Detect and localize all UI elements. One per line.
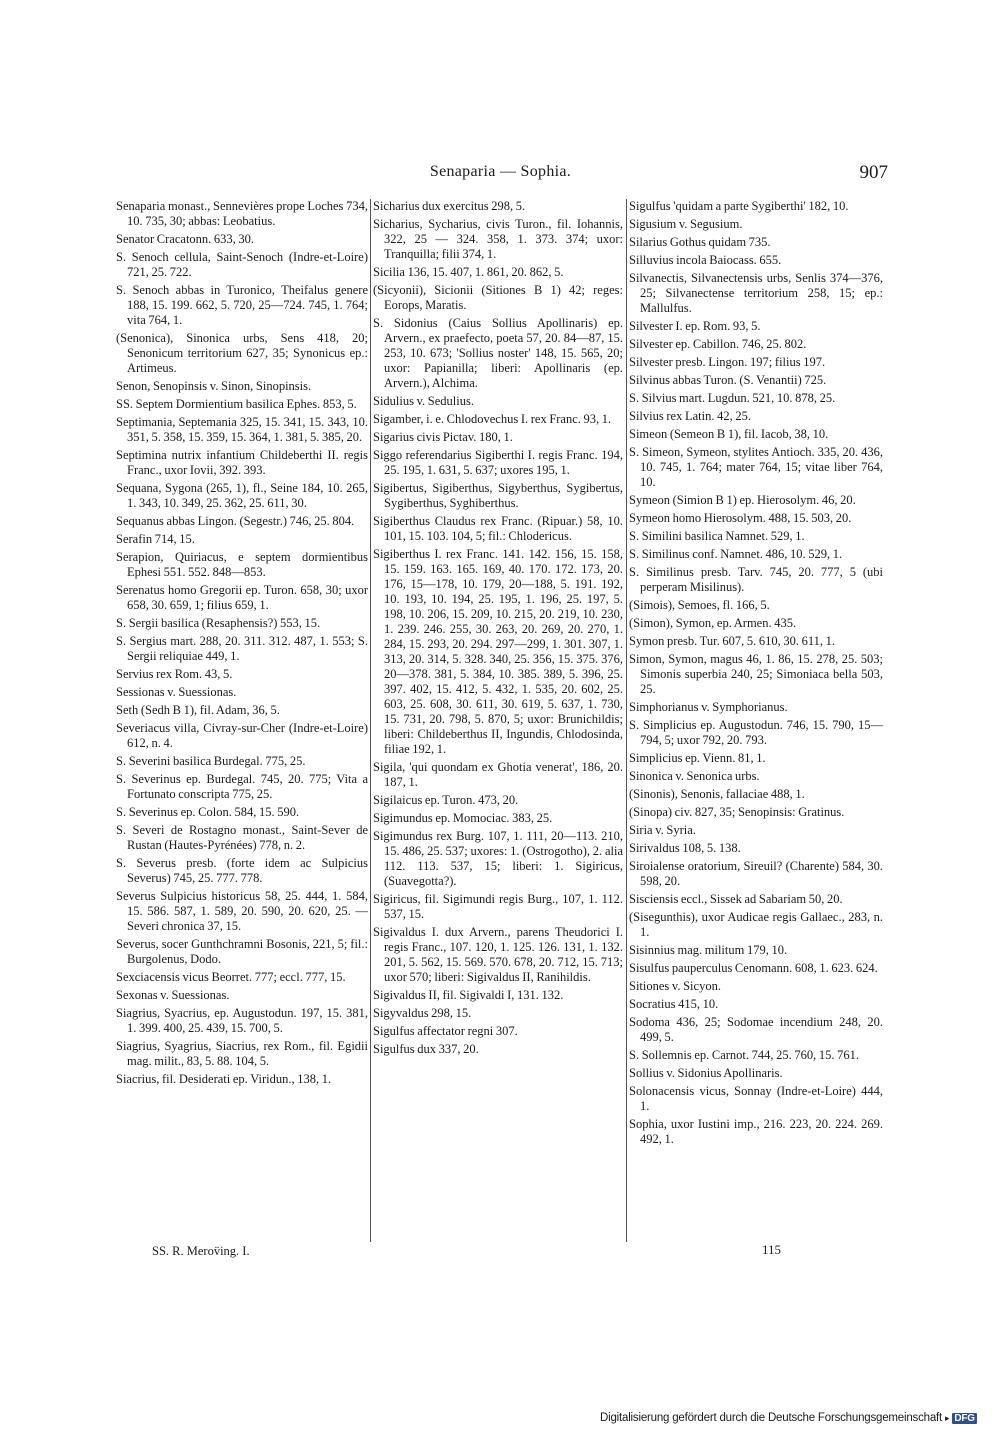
index-entry: S. Severi de Rostagno monast., Saint-Sever de Rustan (Hautes-Pyrénées) 778, n. 2. — [116, 823, 368, 852]
index-entry: Senator Cracatonn. 633, 30. — [116, 232, 255, 246]
index-entry: Siria v. Syria. — [629, 823, 696, 837]
index-entry: S. Severinus ep. Burdegal. 745, 20. 775; Vita a Fortunato conscripta 775, 25. — [116, 772, 368, 801]
index-entry: Siagrius, Syacrius, ep. Augustodun. 197, 15. 381, 1. 399. 400, 25. 439, 15. 700, 5. — [116, 1006, 368, 1035]
index-entry: Sigiricus, fil. Sigimundi regis Burg., 107, 1. 112. 537, 15. — [373, 892, 623, 921]
index-entry: Sigarius civis Pictav. 180, 1. — [373, 430, 513, 444]
index-entry: Sexonas v. Suessionas. — [116, 988, 230, 1002]
index-entry: S. Silvius mart. Lugdun. 521, 10. 878, 25. — [629, 391, 836, 405]
index-entry: Serafin 714, 15. — [116, 532, 195, 546]
index-entry: Sequanus abbas Lingon. (Segestr.) 746, 25. 804. — [116, 514, 355, 528]
index-entry: Severus, socer Gunthchramni Bosonis, 221, 5; fil.: Burgolenus, Dodo. — [116, 937, 368, 966]
index-entry: Senaparia monast., Sennevières prope Loches 734, 10. 735, 30; abbas: Leobatius. — [116, 199, 368, 228]
index-entry: Siroialense oratorium, Sireuil? (Charente) 584, 30. 598, 20. — [629, 859, 883, 888]
index-entry: Silvinus abbas Turon. (S. Venantii) 725. — [629, 373, 827, 387]
column-divider — [626, 199, 627, 1242]
index-entry: Sitiones v. Sicyon. — [629, 979, 721, 993]
index-entry: Sigiberthus Claudus rex Franc. (Ripuar.) 58, 10. 101, 15. 103. 104, 5; fil.: Chlodericus. — [373, 514, 623, 543]
index-entry: S. Simeon, Symeon, stylites Antioch. 335, 20. 436, 10. 745, 1. 764; mater 764, 15; vitae liber 764, 10. — [629, 445, 883, 489]
index-entry: Sigyvaldus 298, 15. — [373, 1006, 472, 1020]
page-number: 907 — [859, 162, 888, 183]
index-entry: S. Sollemnis ep. Carnot. 744, 25. 760, 15. 761. — [629, 1048, 860, 1062]
index-entry: (Sicyonii), Sicionii (Sitiones B 1) 42; reges: Eorops, Maratis. — [373, 283, 623, 312]
index-entry: S. Severinus ep. Colon. 584, 15. 590. — [116, 805, 300, 819]
index-entry: (Senonica), Sinonica urbs, Sens 418, 20; Senonicum territorium 627, 35; Synonicus ep.: Artimeus. — [116, 331, 368, 375]
index-entry: Severus Sulpicius historicus 58, 25. 444, 1. 584, 15. 586. 587, 1. 589, 20. 590, 20. 620, 25. — Severi chronica 37, 15. — [116, 889, 368, 933]
column-divider — [370, 199, 371, 1242]
index-entry: S. Similinus conf. Namnet. 486, 10. 529, 1. — [629, 547, 843, 561]
footer-credit: Digitalisierung gefördert durch die Deutsche Forschungsgemeinschaft — [600, 1412, 943, 1424]
index-entry: Sicharius dux exercitus 298, 5. — [373, 199, 526, 213]
index-entry: Serapion, Quiriacus, e septem dormientibus Ephesi 551. 552. 848—853. — [116, 550, 368, 579]
index-entry: Sigusium v. Segusium. — [629, 217, 743, 231]
index-entry: Sigilaicus ep. Turon. 473, 20. — [373, 793, 519, 807]
index-entry: Siggo referendarius Sigiberthi I. regis Franc. 194, 25. 195, 1. 631, 5. 637; uxores 195, 1. — [373, 448, 623, 477]
index-entry: Sirivaldus 108, 5. 138. — [629, 841, 741, 855]
index-entry: Silvester I. ep. Rom. 93, 5. — [629, 319, 761, 333]
index-entry: S. Similinus presb. Tarv. 745, 20. 777, 5 (ubi perperam Misilinus). — [629, 565, 883, 594]
index-entry: Sinonica v. Senonica urbs. — [629, 769, 760, 783]
index-entry: S. Severini basilica Burdegal. 775, 25. — [116, 754, 306, 768]
page-header — [113, 163, 888, 189]
index-entry: Symon presb. Tur. 607, 5. 610, 30. 611, 1. — [629, 634, 835, 648]
index-entry: Septimina nutrix infantium Childeberthi II. regis Franc., uxor Iovii, 392. 393. — [116, 448, 368, 477]
index-entry: Sigivaldus I. dux Arvern., parens Theudorici I. regis Franc., 107. 120, 1. 125. 126. 131, 1. 132. 201, 5. 562, 15. 569. 570. 678, 20. 712, 15. 713; uxor 570; liberi: Sigivaldus II, Ranihildis. — [373, 925, 623, 984]
index-entry: Simplicius ep. Vienn. 81, 1. — [629, 751, 766, 765]
index-entry: Sexciacensis vicus Beorret. 777; eccl. 777, 15. — [116, 970, 346, 984]
index-entry: Sigimundus ep. Momociac. 383, 25. — [373, 811, 553, 825]
index-entry: Sigila, 'qui quondam ex Ghotia venerat', 186, 20. 187, 1. — [373, 760, 623, 789]
index-entry: S. Severus presb. (forte idem ac Sulpicius Severus) 745, 25. 777. 778. — [116, 856, 368, 885]
index-entry: SS. Septem Dormientium basilica Ephes. 853, 5. — [116, 397, 357, 411]
index-entry: Socratius 415, 10. — [629, 997, 719, 1011]
index-entry: Sisulfus pauperculus Cenomann. 608, 1. 623. 624. — [629, 961, 878, 975]
index-entry: Sigulfus 'quidam a parte Sygiberthi' 182, 10. — [629, 199, 849, 213]
index-entry: Senon, Senopinsis v. Sinon, Sinopinsis. — [116, 379, 312, 393]
index-entry: Silvester ep. Cabillon. 746, 25. 802. — [629, 337, 807, 351]
index-entry: Silarius Gothus quidam 735. — [629, 235, 771, 249]
index-entry: Sicilia 136, 15. 407, 1. 861, 20. 862, 5. — [373, 265, 564, 279]
index-entry: Simeon (Semeon B 1), fil. Iacob, 38, 10. — [629, 427, 829, 441]
index-entry: Sequana, Sygona (265, 1), fl., Seine 184, 10. 265, 1. 343, 10. 349, 25. 362, 25. 611, 30. — [116, 481, 368, 510]
index-entry: S. Sidonius (Caius Sollius Apollinaris) ep. Arvern., ex praefecto, poeta 57, 20. 84—87, 15. 253, 10. 673; 'Sollius noster' 148, 15. 565, 20; uxor: Papianilla; liberi: Apollinaris (ep. Arvern.), Alchima. — [373, 316, 623, 390]
index-entry: (Sinopa) civ. 827, 35; Senopinsis: Gratinus. — [629, 805, 845, 819]
index-entry: S. Simplicius ep. Augustodun. 746, 15. 790, 15—794, 5; uxor 792, 20. 793. — [629, 718, 883, 747]
arrow-icon: ▸ — [945, 1412, 950, 1423]
index-entry: Sessionas v. Suessionas. — [116, 685, 237, 699]
sheet-number: 115 — [762, 1242, 782, 1257]
index-entry: Siagrius, Syagrius, Siacrius, rex Rom., fil. Egidii mag. milit., 83, 5. 88. 104, 5. — [116, 1039, 368, 1068]
index-entry: Sigamber, i. e. Chlodovechus I. rex Franc. 93, 1. — [373, 412, 612, 426]
dfg-logo: DFG — [954, 1412, 975, 1424]
index-entry: Sicharius, Sycharius, civis Turon., fil. Iohannis, 322, 25 — 324. 358, 1. 373. 374; uxor: Tranquilla; filii 374, 1. — [373, 217, 623, 261]
index-entry: Silvius rex Latin. 42, 25. — [629, 409, 751, 423]
index-entry: Sigimundus rex Burg. 107, 1. 111, 20—113. 210, 15. 486, 25. 537; uxores: 1. (Ostrogotho), 2. alia 112. 113. 537, 15; liberi: 1. Sigiricus, (Suavegotta?). — [373, 829, 623, 888]
index-entry: S. Sergii basilica (Resaphensis?) 553, 15. — [116, 616, 321, 630]
index-entry: Simphorianus v. Symphorianus. — [629, 700, 788, 714]
index-entry: S. Senoch cellula, Saint-Senoch (Indre-et-Loire) 721, 25. 722. — [116, 250, 368, 279]
index-entry: Servius rex Rom. 43, 5. — [116, 667, 233, 681]
index-entry: Siacrius, fil. Desiderati ep. Viridun., 138, 1. — [116, 1072, 332, 1086]
index-entry: Sophia, uxor Iustini imp., 216. 223, 20. 224. 269. 492, 1. — [629, 1117, 883, 1146]
index-column-left — [116, 199, 368, 1090]
index-entry: Silluvius incola Baiocass. 655. — [629, 253, 782, 267]
page-title: Senaparia — Sophia. — [429, 163, 572, 180]
index-entry: Septimania, Septemania 325, 15. 341, 15. 343, 10. 351, 5. 358, 15. 359, 15. 364, 1. 381, 5. 385, 20. — [116, 415, 368, 444]
index-entry: Seth (Sedh B 1), fil. Adam, 36, 5. — [116, 703, 280, 717]
index-column-right — [629, 199, 883, 1150]
index-entry: Sigibertus, Sigiberthus, Sigyberthus, Sygibertus, Sygiberthus, Syghiberthus. — [373, 481, 623, 510]
index-entry: Sisciensis eccl., Sissek ad Sabariam 50, 20. — [629, 892, 843, 906]
index-entry: Silvester presb. Lingon. 197; filius 197. — [629, 355, 826, 369]
index-entry: S. Similini basilica Namnet. 529, 1. — [629, 529, 805, 543]
index-entry: Silvanectis, Silvanectensis urbs, Senlis 374—376, 25; Silvanectense territorium 258, 15; ep.: Mallulfus. — [629, 271, 883, 315]
index-entry: Sigivaldus II, fil. Sigivaldi I, 131. 132. — [373, 988, 564, 1002]
index-entry: Sisinnius mag. militum 179, 10. — [629, 943, 788, 957]
index-entry: (Sisegunthis), uxor Audicae regis Gallaec., 283, n. 1. — [629, 910, 883, 939]
index-entry: Sodoma 436, 25; Sodomae incendium 248, 20. 499, 5. — [629, 1015, 883, 1044]
index-entry: (Sinonis), Senonis, fallaciae 488, 1. — [629, 787, 805, 801]
index-entry: Sigulfus dux 337, 20. — [373, 1042, 479, 1056]
index-entry: S. Senoch abbas in Turonico, Theifalus genere 188, 15. 199. 662, 5. 720, 25—724. 745, 1. 764; vita 764, 1. — [116, 283, 368, 327]
index-entry: S. Sergius mart. 288, 20. 311. 312. 487, 1. 553; S. Sergii reliquiae 449, 1. — [116, 634, 368, 663]
index-entry: Sidulius v. Sedulius. — [373, 394, 474, 408]
index-entry: Symeon homo Hierosolym. 488, 15. 503, 20. — [629, 511, 852, 525]
index-entry: (Simois), Semoes, fl. 166, 5. — [629, 598, 770, 612]
sheet-signature: SS. R. Merov̈ing. I. — [152, 1244, 250, 1258]
digitization-footer — [600, 1412, 977, 1424]
index-entry: Serenatus homo Gregorii ep. Turon. 658, 30; uxor 658, 30. 659, 1; filius 659, 1. — [116, 583, 368, 612]
index-entry: Sigulfus affectator regni 307. — [373, 1024, 518, 1038]
index-entry: Sigiberthus I. rex Franc. 141. 142. 156, 15. 158, 15. 159. 163. 165. 169, 40. 170. 172. 173, 20. 176, 15—178, 10. 179, 20—188, 5. 191. 192, 10. 193, 10. 194, 25. 195, 1. 196, 25. 197, 5. 198, 10. 206, 15. 209, 10. 215, 20. 219, 10. 230, 1. 239. 246. 255, 30. 263, 20. 269, 20. 270, 1. 284, 15. 293, 20. 294. 297—299, 1. 301. 307, 1. 313, 20. 314, 5. 328. 340, 25. 356, 15. 375. 376, 20—378. 381, 5. 384, 10. 385. 389, 5. 396, 25. 397. 402, 15. 412, 5. 432, 1. 535, 20. 602, 25. 603, 25. 608, 30. 611, 30. 619, 5. 637, 1. 730, 15. 731, 20. 798, 5. 870, 5; uxor: Brunichildis; liberi: Childeberthus II, Ingundis, Chlodosinda, filiae 192, 1. — [373, 547, 623, 756]
index-entry: Symeon (Simion B 1) ep. Hierosolym. 46, 20. — [629, 493, 856, 507]
index-entry: (Simon), Symon, ep. Armen. 435. — [629, 616, 797, 630]
index-entry: Severiacus villa, Civray-sur-Cher (Indre-et-Loire) 612, n. 4. — [116, 721, 368, 750]
index-column-middle — [373, 199, 623, 1060]
index-entry: Sollius v. Sidonius Apollinaris. — [629, 1066, 783, 1080]
index-entry: Simon, Symon, magus 46, 1. 86, 15. 278, 25. 503; Simonis superbia 240, 25; Simoniaca bella 503, 25. — [629, 652, 883, 696]
index-entry: Solonacensis vicus, Sonnay (Indre-et-Loire) 444, 1. — [629, 1084, 883, 1113]
